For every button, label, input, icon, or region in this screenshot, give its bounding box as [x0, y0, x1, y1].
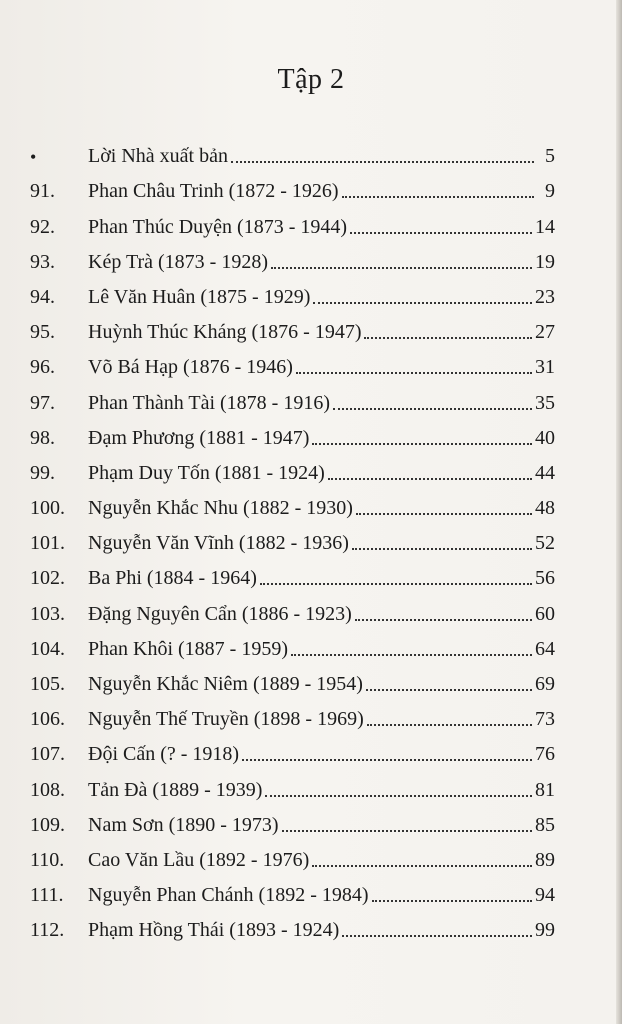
toc-entry-label: Lê Văn Huân (1875 - 1929) [88, 285, 311, 308]
toc-entry-label: Phan Khôi (1887 - 1959) [88, 637, 288, 660]
toc-entry-number: 98. [30, 426, 55, 449]
toc-entry [30, 590, 555, 625]
toc-entry-number: 101. [30, 532, 65, 555]
toc-entry [30, 344, 555, 379]
toc-page-number: 85 [535, 813, 555, 836]
toc-entry [30, 872, 555, 907]
toc-entry [30, 555, 555, 590]
toc-page-number: 23 [535, 285, 555, 308]
toc-entry [30, 731, 555, 766]
toc-entry-label: Tản Đà (1889 - 1939) [88, 778, 263, 801]
toc-entry-label: Kép Trà (1873 - 1928) [88, 250, 268, 273]
toc-entry-label: Huỳnh Thúc Kháng (1876 - 1947) [88, 321, 362, 344]
toc-entry [30, 415, 555, 450]
toc-entry-label: Lời Nhà xuất bản [88, 145, 228, 168]
toc-entry [30, 168, 555, 203]
toc-entry-number: 105. [30, 673, 65, 695]
toc-entry-label: Đặng Nguyên Cẩn (1886 - 1923) [88, 602, 352, 625]
toc-entry [30, 274, 555, 309]
toc-entry-label: Nguyễn Khắc Niêm (1889 - 1954) [88, 673, 363, 695]
toc-entry-number: 91. [30, 180, 55, 203]
toc-entry-label: Nguyễn Khắc Nhu (1882 - 1930) [88, 497, 353, 520]
toc-entry-number: 95. [30, 321, 55, 344]
toc-entry [30, 696, 555, 731]
toc-entry-number: 111. [30, 884, 64, 907]
dot-leader [328, 477, 532, 480]
toc-entry-label: Võ Bá Hạp (1876 - 1946) [88, 356, 293, 379]
toc-entry-label: Phạm Hồng Thái (1893 - 1924) [88, 919, 340, 942]
toc-entry-label: Đạm Phương (1881 - 1947) [88, 426, 310, 449]
dot-leader [312, 864, 532, 867]
toc-entry [30, 450, 555, 485]
toc-entry-number: 110. [30, 848, 65, 871]
toc-page-number: 19 [535, 250, 555, 273]
toc-entry [30, 379, 555, 414]
toc-entry [30, 766, 555, 801]
toc-page-number: 94 [535, 884, 555, 907]
toc-entry [30, 661, 555, 696]
toc-bullet: • [30, 147, 37, 168]
toc-entry-label: Nguyễn Thế Truyền (1898 - 1969) [88, 708, 364, 731]
dot-leader [366, 688, 532, 691]
dot-leader [356, 512, 532, 515]
toc-entry-number: 103. [30, 602, 65, 625]
toc-entry-label: Nguyễn Phan Chánh (1892 - 1984) [88, 884, 369, 907]
toc-page-number: 48 [535, 497, 555, 520]
dot-leader [372, 899, 532, 902]
toc-entry-number: 108. [30, 778, 65, 801]
toc-entry-label: Phan Thành Tài (1878 - 1916) [88, 391, 331, 414]
dot-leader [265, 794, 532, 797]
dot-leader [342, 934, 532, 937]
dot-leader [231, 160, 534, 163]
dot-leader [313, 301, 532, 304]
toc-page-number: 99 [535, 919, 555, 942]
toc-entry-label: Nguyễn Văn Vĩnh (1882 - 1936) [88, 532, 349, 555]
toc-entry-number: 97. [30, 391, 55, 414]
toc-entry-label: Ba Phi (1884 - 1964) [88, 567, 257, 590]
toc-entry-number: 100. [30, 497, 65, 520]
toc-entry [30, 837, 555, 872]
toc-page-number: 52 [535, 532, 555, 555]
toc-entry [30, 520, 555, 555]
dot-leader [242, 758, 532, 761]
toc-entry-label: Phan Thúc Duyện (1873 - 1944) [88, 215, 348, 238]
dot-leader [367, 723, 532, 726]
toc-entry-number: 93. [30, 250, 55, 273]
toc-page-number: 69 [535, 673, 555, 695]
page-edge [616, 0, 622, 1024]
table-of-contents [30, 133, 555, 942]
dot-leader [282, 829, 532, 832]
toc-entry-label: Đội Cấn (? - 1918) [88, 743, 240, 766]
dot-leader [333, 407, 532, 410]
dot-leader [296, 371, 532, 374]
toc-entry-number: 99. [30, 461, 55, 484]
toc-entry-label: Phạm Duy Tốn (1881 - 1924) [88, 461, 325, 484]
toc-page-number: 9 [545, 180, 555, 203]
dot-leader [352, 547, 532, 550]
toc-entry-number: 104. [30, 637, 65, 660]
toc-entry-number: 92. [30, 215, 55, 238]
toc-entry [30, 309, 555, 344]
toc-page-number: 40 [535, 426, 555, 449]
toc-entry-label: Nam Sơn (1890 - 1973) [88, 813, 279, 836]
toc-entry [30, 626, 555, 661]
dot-leader [291, 653, 532, 656]
dot-leader [312, 442, 532, 445]
toc-page-number: 64 [535, 637, 555, 660]
toc-page-number: 35 [535, 391, 555, 414]
dot-leader [350, 231, 532, 234]
toc-page-number: 44 [535, 461, 555, 484]
toc-entry-number: 96. [30, 356, 55, 379]
toc-entry [30, 485, 555, 520]
toc-page-number: 27 [535, 321, 555, 344]
toc-entry [30, 239, 555, 274]
dot-leader [260, 582, 532, 585]
dot-leader [271, 266, 532, 269]
dot-leader [364, 336, 532, 339]
toc-page-number: 31 [535, 356, 555, 379]
toc-page-number: 56 [535, 567, 555, 590]
page-title: Tập 2 [277, 64, 345, 95]
toc-page-number: 14 [535, 215, 555, 238]
toc-entry-number: 106. [30, 708, 65, 731]
toc-page-number: 60 [535, 602, 555, 625]
toc-entry-number: 109. [30, 813, 65, 836]
toc-entry [30, 203, 555, 238]
toc-page-number: 81 [535, 778, 555, 801]
toc-entry-label: Phan Châu Trinh (1872 - 1926) [88, 180, 339, 203]
toc-entry-number: 102. [30, 567, 65, 590]
toc-page-number: 73 [535, 708, 555, 731]
dot-leader [342, 195, 534, 198]
toc-entry [30, 133, 555, 168]
toc-page-number: 76 [535, 743, 555, 766]
toc-entry-label: Cao Văn Lầu (1892 - 1976) [88, 848, 310, 871]
toc-page-number: 5 [545, 145, 555, 168]
toc-entry-number: 107. [30, 743, 65, 766]
dot-leader [355, 618, 532, 621]
toc-entry [30, 802, 555, 837]
toc-entry [30, 907, 555, 942]
toc-entry-number: 94. [30, 285, 55, 308]
toc-page-number: 89 [535, 848, 555, 871]
toc-entry-number: 112. [30, 919, 65, 942]
